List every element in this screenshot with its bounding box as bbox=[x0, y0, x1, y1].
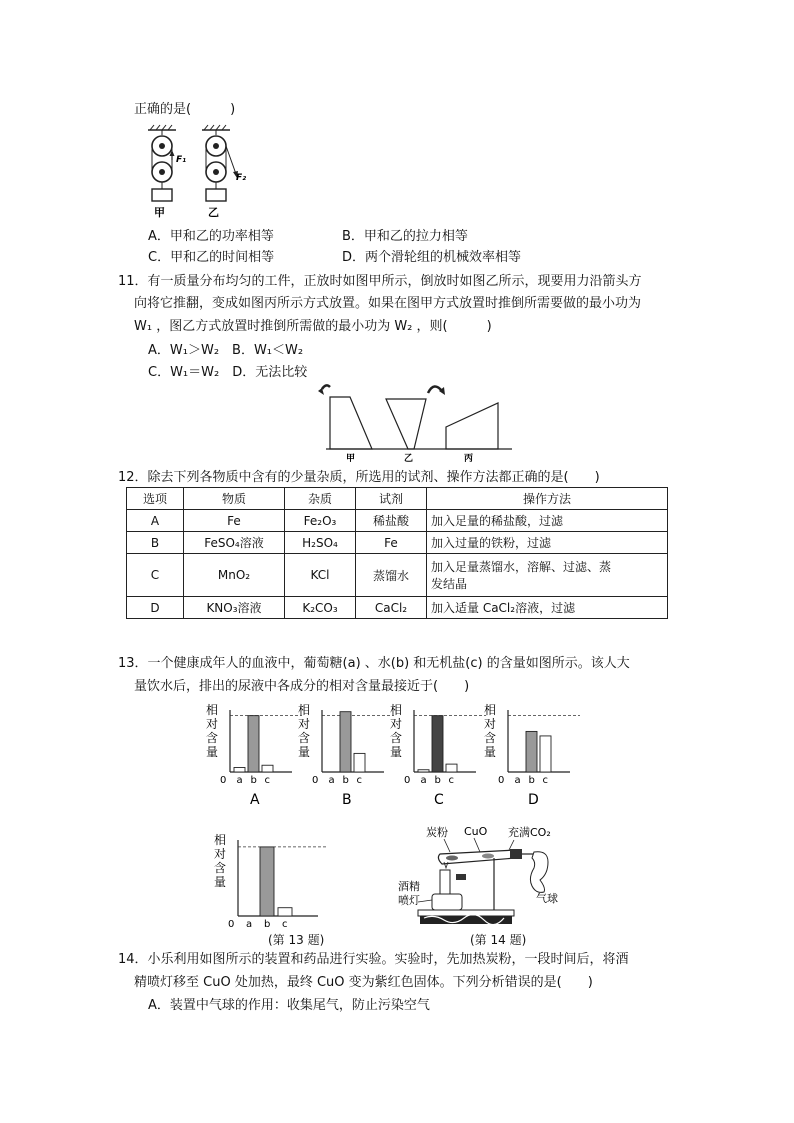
q10-option-c: C．甲和乙的时间相等 bbox=[148, 250, 275, 265]
cell-substance: FeSO₄溶液 bbox=[184, 532, 285, 554]
x-tick-label: b bbox=[250, 775, 257, 786]
bar-c bbox=[446, 764, 457, 772]
x-tick-label: a bbox=[420, 775, 427, 786]
fig-label-bing: 丙 bbox=[464, 454, 474, 464]
x-tick-label: c bbox=[282, 919, 288, 930]
table-header-row bbox=[127, 488, 668, 510]
cell-impurity: H₂SO₄ bbox=[285, 532, 356, 554]
header-option: 选项 bbox=[127, 488, 184, 510]
ylabel-char: 量 bbox=[214, 875, 227, 889]
table-row bbox=[127, 597, 668, 619]
cell-method: 加入足量的稀盐酸，过滤 bbox=[427, 510, 668, 532]
x-tick-zero: 0 bbox=[312, 775, 319, 786]
ylabel-char: 含 bbox=[390, 731, 403, 745]
header-reagent: 试剂 bbox=[356, 488, 427, 510]
q14-option-a: A．装置中气球的作用：收集尾气，防止污染空气 bbox=[148, 998, 430, 1013]
co2-label: 充满CO₂ bbox=[508, 826, 551, 839]
cell-reagent: 稀盐酸 bbox=[356, 510, 427, 532]
q14-line-1: 14．小乐利用如图所示的装置和药品进行实验。实验时，先加热炭粉，一段时间后，将酒 bbox=[118, 952, 629, 967]
bar-b bbox=[260, 847, 274, 916]
label-yi: 乙 bbox=[208, 206, 219, 219]
label-jia: 甲 bbox=[154, 206, 165, 219]
x-tick-label: a bbox=[246, 919, 253, 930]
ylabel-char: 对 bbox=[214, 847, 227, 861]
header-impurity: 杂质 bbox=[285, 488, 356, 510]
q11-line-1: 11．有一质量分布均匀的工件，正放时如图甲所示，倒放时如图乙所示，现要用力沿箭头方 bbox=[118, 274, 642, 289]
workpiece-figure bbox=[312, 383, 518, 465]
chart-label: B bbox=[342, 792, 352, 808]
cell-substance: KNO₃溶液 bbox=[184, 597, 285, 619]
cell-option: C bbox=[127, 554, 184, 597]
ylabel-char: 含 bbox=[298, 731, 311, 745]
x-tick-label: c bbox=[264, 775, 270, 786]
balloon-label: 气球 bbox=[536, 892, 558, 905]
bar-c bbox=[354, 753, 365, 772]
bar-b bbox=[248, 716, 259, 772]
x-tick-label: a bbox=[514, 775, 521, 786]
x-tick-label: a bbox=[236, 775, 243, 786]
q13-caption: (第 13 题) bbox=[268, 933, 325, 947]
table-row bbox=[127, 510, 668, 532]
cell-method: 加入过量的铁粉，过滤 bbox=[427, 532, 668, 554]
ylabel-char: 对 bbox=[390, 717, 403, 731]
ylabel-char: 相 bbox=[214, 833, 227, 847]
force2-label: F₂ bbox=[236, 173, 247, 183]
cell-impurity: K₂CO₃ bbox=[285, 597, 356, 619]
bar-b bbox=[432, 716, 443, 772]
x-tick-label: c bbox=[448, 775, 454, 786]
bar-a bbox=[234, 767, 245, 772]
x-tick-zero: 0 bbox=[498, 775, 505, 786]
x-tick-label: b bbox=[434, 775, 441, 786]
q11-options-ab: A．W₁＞W₂ B．W₁＜W₂ bbox=[148, 343, 304, 358]
q13-line-1: 13．一个健康成年人的血液中，葡萄糖(a) 、水(b) 和无机盐(c) 的含量如图所示。该人大 bbox=[118, 656, 630, 671]
cell-reagent: CaCl₂ bbox=[356, 597, 427, 619]
cell-substance: MnO₂ bbox=[184, 554, 285, 597]
chart-label: A bbox=[250, 792, 260, 808]
cell-method-line-1: 加入足量蒸馏水，溶解、过滤、蒸 bbox=[431, 560, 612, 574]
cell-impurity: KCl bbox=[285, 554, 356, 597]
cell-option: B bbox=[127, 532, 184, 554]
chart-label: D bbox=[528, 792, 539, 808]
ylabel-char: 含 bbox=[484, 731, 497, 745]
q10-option-b: B．甲和乙的拉力相等 bbox=[342, 229, 468, 244]
q10-option-d: D．两个滑轮组的机械效率相等 bbox=[342, 250, 522, 265]
carbon-label: 炭粉 bbox=[426, 826, 448, 839]
fig-label-jia: 甲 bbox=[346, 454, 356, 464]
cell-method bbox=[427, 554, 668, 597]
q11-options-cd: C．W₁＝W₂ D．无法比较 bbox=[148, 365, 308, 380]
q10-option-a: A．甲和乙的功率相等 bbox=[148, 229, 274, 244]
cell-method-line-2: 发结晶 bbox=[431, 577, 468, 591]
ylabel-char: 含 bbox=[214, 861, 227, 875]
bar-c bbox=[278, 908, 292, 916]
q14-caption: (第 14 题) bbox=[470, 933, 527, 947]
cell-option: A bbox=[127, 510, 184, 532]
ylabel-char: 含 bbox=[206, 731, 219, 745]
table-row bbox=[127, 554, 668, 597]
q11-line-3: W₁ ，图乙方式放置时推倒所需做的最小功为 W₂ ，则( ) bbox=[134, 319, 492, 334]
lamp-label-2: 喷灯 bbox=[398, 894, 420, 907]
ylabel-char: 量 bbox=[298, 745, 311, 759]
q12-table bbox=[126, 487, 668, 619]
cell-reagent: 蒸馏水 bbox=[356, 554, 427, 597]
q14-line-2: 精喷灯移至 CuO 处加热，最终 CuO 变为紫红色固体。下列分析错误的是( ) bbox=[134, 975, 593, 990]
ylabel-char: 量 bbox=[390, 745, 403, 759]
ylabel-char: 对 bbox=[298, 717, 311, 731]
pulley-figure bbox=[140, 122, 250, 220]
bar-chart-4 bbox=[478, 700, 594, 810]
bar-chart-5 bbox=[208, 830, 344, 930]
x-tick-label: c bbox=[542, 775, 548, 786]
x-tick-label: b bbox=[342, 775, 349, 786]
bar-b bbox=[526, 731, 537, 772]
lamp-label-1: 酒精 bbox=[398, 880, 420, 893]
apparatus-figure bbox=[398, 822, 578, 932]
cell-option: D bbox=[127, 597, 184, 619]
ylabel-char: 相 bbox=[206, 703, 219, 717]
header-method: 操作方法 bbox=[427, 488, 668, 510]
q13-line-2: 量饮水后，排出的尿液中各成分的相对含量最接近于( ) bbox=[134, 679, 470, 694]
cell-reagent: Fe bbox=[356, 532, 427, 554]
cell-substance: Fe bbox=[184, 510, 285, 532]
ylabel-char: 相 bbox=[390, 703, 403, 717]
chart-label: C bbox=[434, 792, 444, 808]
x-tick-label: c bbox=[356, 775, 362, 786]
x-tick-label: b bbox=[264, 919, 271, 930]
x-tick-zero: 0 bbox=[228, 919, 235, 930]
fig-label-yi: 乙 bbox=[404, 454, 414, 464]
table-row bbox=[127, 532, 668, 554]
q11-line-2: 向将它推翻，变成如图丙所示方式放置。如果在图甲方式放置时推倒所需要做的最小功为 bbox=[134, 296, 642, 311]
ylabel-char: 量 bbox=[206, 745, 219, 759]
ylabel-char: 相 bbox=[298, 703, 311, 717]
cuo-label: CuO bbox=[464, 825, 488, 838]
cell-impurity: Fe₂O₃ bbox=[285, 510, 356, 532]
q12-stem: 12．除去下列各物质中含有的少量杂质，所选用的试剂、操作方法都正确的是( ) bbox=[118, 470, 600, 485]
cell-method: 加入适量 CaCl₂溶液，过滤 bbox=[427, 597, 668, 619]
x-tick-zero: 0 bbox=[404, 775, 411, 786]
ylabel-char: 量 bbox=[484, 745, 497, 759]
x-tick-label: a bbox=[328, 775, 335, 786]
bar-c bbox=[540, 736, 551, 772]
ylabel-char: 对 bbox=[206, 717, 219, 731]
force1-label: F₁ bbox=[176, 155, 187, 165]
bar-b bbox=[340, 712, 351, 772]
ylabel-char: 相 bbox=[484, 703, 497, 717]
bar-a bbox=[418, 770, 429, 772]
q10-stem-tail: 正确的是( ) bbox=[134, 102, 236, 117]
ylabel-char: 对 bbox=[484, 717, 497, 731]
header-substance: 物质 bbox=[184, 488, 285, 510]
bar-c bbox=[262, 765, 273, 772]
x-tick-label: b bbox=[528, 775, 535, 786]
x-tick-zero: 0 bbox=[220, 775, 227, 786]
